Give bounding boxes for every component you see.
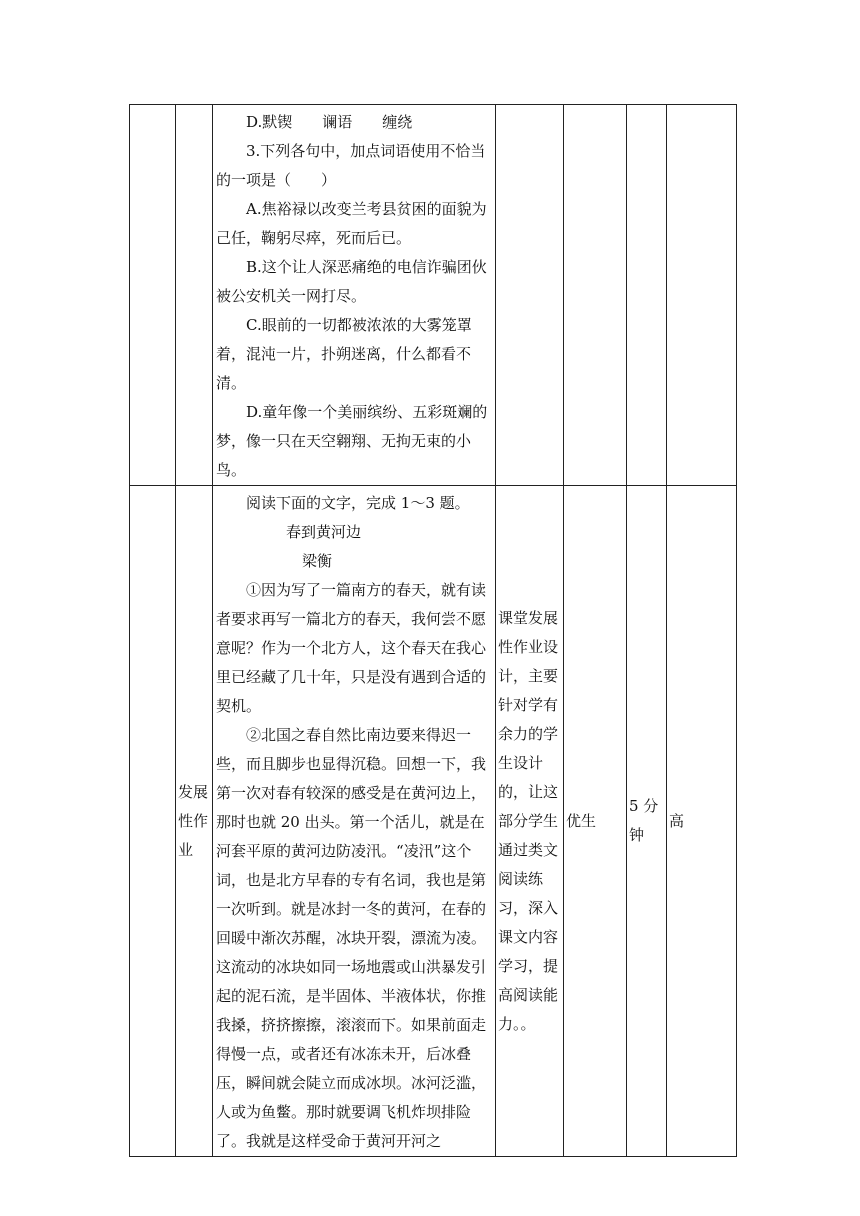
passage-title: 春到黄河边 [286, 523, 362, 541]
design-note-text: 课堂发展性作业设计，主要针对学有余力的学生设计的，让这部分学生通过类文阅读练习，深入课文内容学习，提高阅读能力。。 [498, 608, 559, 1033]
content-cell [213, 486, 496, 1157]
table-row [130, 486, 737, 1157]
content-cell [213, 105, 496, 486]
blank-cell [176, 105, 213, 486]
time-cell [627, 486, 667, 1157]
passage-author: 梁衡 [302, 552, 333, 570]
blank-cell [667, 105, 737, 486]
question-list [213, 105, 495, 485]
option-line: D.童年像一个美丽缤纷、五彩斑斓的梦，像一只在天空翱翔、无拘无束的小鸟。 [216, 403, 488, 479]
question-line: 3.下列各句中，加点词语使用不恰当的一项是（ ） [216, 142, 486, 189]
homework-table [129, 104, 737, 1157]
homework-type-cell [176, 486, 213, 1157]
target-cell [564, 486, 627, 1157]
option-line: B.这个让人深恶痛绝的电信诈骗团伙被公安机关一网打尽。 [216, 258, 487, 305]
option-line: A.焦裕禄以改变兰考县贫困的面貌为己任，鞠躬尽瘁，死而后已。 [216, 200, 487, 247]
blank-cell [130, 486, 176, 1157]
blank-cell [130, 105, 176, 486]
difficulty-text: 高 [669, 811, 685, 830]
homework-type-label: 发展性作业 [178, 782, 209, 859]
option-line: D.默锲 谰语 缠绕 [246, 113, 413, 131]
passage-paragraph: ②北国之春自然比南边要来得迟一些，而且脚步也显得沉稳。回想一下，我第一次对春有较深的感受是在黄河边上，那时也就 20 出头。第一个活儿，就是在河套平原的黄河边防凌汛。“凌汛”这个词，也是北方早春的专有名词，我也是第一次听到。就是冰封一冬的黄河，在春的回暖中渐次苏醒，冰块开裂，漂流为凌。这流动的冰块如同一场地震或山洪暴发引起的泥石流，是半固体、半液体状，你推我搡，挤挤擦擦，滚滚而下。如果前面走得慢一点，或者还有冰冻未开，后冰叠压，瞬间就会陡立而成冰坝。冰河泛滥，人或为鱼鳖。那时就要调飞机炸坝排险了。我就是这样受命于黄河开河之 [216, 726, 487, 1150]
blank-cell [564, 105, 627, 486]
target-text: 优生 [566, 811, 597, 830]
difficulty-cell [667, 486, 737, 1157]
reading-instruction: 阅读下面的文字，完成 1～3 题。 [246, 494, 470, 512]
blank-cell [627, 105, 667, 486]
table-row [130, 105, 737, 486]
passage-paragraph: ①因为写了一篇南方的春天，就有读者要求再写一篇北方的春天，我何尝不愿意呢？作为一个北方人，这个春天在我心里已经藏了几十年，只是没有遇到合适的契机。 [216, 581, 487, 715]
time-text: 5 分钟 [629, 797, 659, 844]
blank-cell [496, 105, 564, 486]
design-note-cell [496, 486, 564, 1157]
option-line: C.眼前的一切都被浓浓的大雾笼罩着，混沌一片，扑朔迷离，什么都看不清。 [216, 316, 472, 392]
reading-passage [213, 486, 495, 1156]
